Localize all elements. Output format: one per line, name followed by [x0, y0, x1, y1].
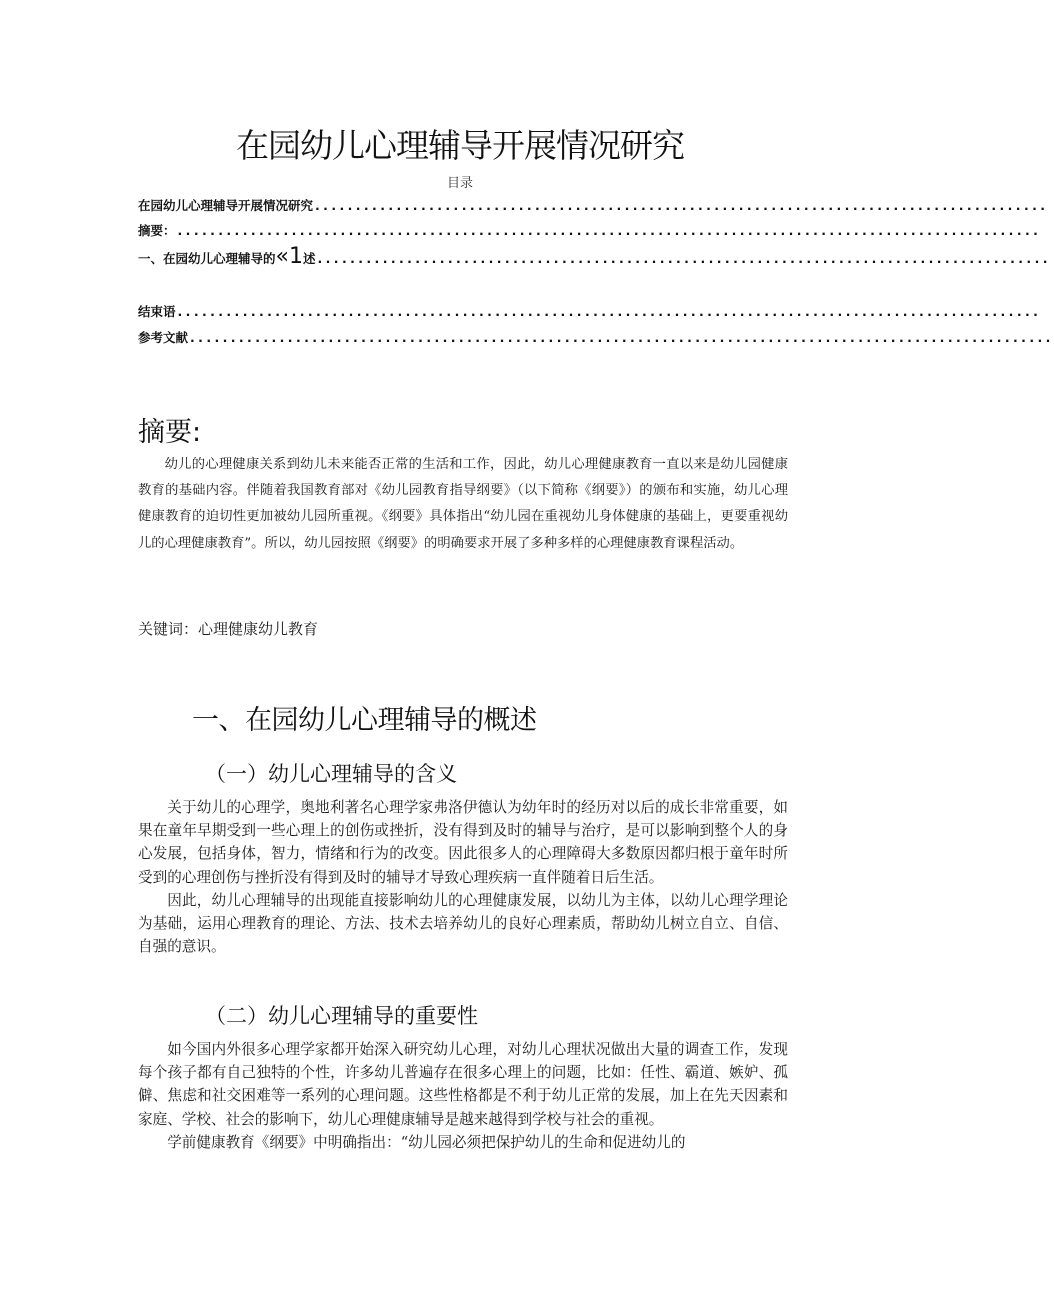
toc-entry-abstract[interactable] — [138, 221, 1042, 239]
abstract-heading: 摘要: — [138, 417, 202, 448]
section-one-heading: 一、在园幼儿心理辅导的概述 — [192, 705, 537, 736]
document-title: 在园幼儿心理辅导开展情况研究 — [236, 126, 684, 165]
toc-entry-title[interactable] — [138, 196, 1049, 214]
subsection-meaning-heading: （一）幼儿心理辅导的含义 — [205, 762, 457, 786]
subsection-importance-body — [138, 1038, 788, 1154]
toc-entry-conclusion[interactable] — [138, 302, 1042, 320]
toc-leader-dots: .......................................................................................................... — [177, 223, 1042, 238]
toc-entry-label: 摘要： — [138, 223, 176, 238]
toc-leader-dots: .......................................................................................... — [315, 198, 1049, 213]
body-paragraph: 因此，幼儿心理辅导的出现能直接影响幼儿的心理健康发展，以幼儿为主体，以幼儿心理学理论为基础，运用心理教育的理论、方法、技术去培养幼儿的良好心理素质，帮助幼儿树立自立、自信、自强的意识。 — [138, 891, 788, 956]
toc-leader-dots: .......................................................................................................... — [177, 304, 1042, 319]
toc-entry-label — [138, 246, 316, 268]
toc-leader-dots: .......................................................................................... — [317, 251, 1051, 266]
toc-entry-section-one[interactable] — [138, 244, 1051, 269]
toc-leader-dots: .......................................................................................................... — [190, 330, 1054, 345]
subsection-importance-heading: （二）幼儿心理辅导的重要性 — [205, 1004, 478, 1028]
toc-entry-label-garbled: «1 — [275, 244, 303, 269]
toc-entry-label-prefix: 一、在园幼儿心理辅导的 — [138, 251, 276, 266]
body-paragraph: 关于幼儿的心理学，奥地利著名心理学家弗洛伊德认为幼年时的经历对以后的成长非常重要，如果在童年早期受到一些心理上的创伤或挫折，没有得到及时的辅导与治疗，是可以影响到整个人的身心发展，包括身体，智力，情绪和行为的改变。因此很多人的心理障碍大多数原因都归根于童年时所受到的心理创伤与挫折没有得到及时的辅导才导致心理疾病一直伴随着日后生活。 — [138, 799, 788, 886]
toc-entry-label: 在园幼儿心理辅导开展情况研究 — [138, 198, 314, 213]
body-paragraph: 学前健康教育《纲要》中明确指出：“幼儿园必须把保护幼儿的生命和促进幼儿的 — [167, 1133, 686, 1151]
toc-heading: 目录 — [446, 176, 473, 191]
toc-entry-references[interactable] — [138, 328, 1054, 346]
toc-entry-label: 参考文献 — [138, 330, 189, 345]
keywords-line: 关键词：心理健康幼儿教育 — [138, 620, 319, 638]
subsection-meaning-body — [138, 796, 788, 958]
abstract-paragraph: 幼儿的心理健康关系到幼儿未来能否正常的生活和工作，因此，幼儿心理健康教育一直以来是幼儿园健康教育的基础内容。伴随着我国教育部对《幼儿园教育指导纲要》（以下简称《纲要》）的颁布和实施，幼儿心理健康教育的迫切性更加被幼儿园所重视。《纲要》具体指出“幼儿园在重视幼儿身体健康的基础上，更要重视幼儿的心理健康教育”。所以，幼儿园按照《纲要》的明确要求开展了多种多样的心理健康教育课程活动。 — [138, 457, 788, 551]
toc-entry-label: 结束语 — [138, 304, 176, 319]
abstract-body — [138, 452, 788, 557]
toc-entry-label-suffix: 述 — [302, 251, 316, 266]
body-paragraph: 如今国内外很多心理学家都开始深入研究幼儿心理，对幼儿心理状况做出大量的调查工作，发现每个孩子都有自己独特的个性，许多幼儿普遍存在很多心理上的问题，比如：任性、霸道、嫉妒、孤僻、焦虑和社交困难等一系列的心理问题。这些性格都是不利于幼儿正常的发展，加上在先天因素和家庭、学校、社会的影响下，幼儿心理健康辅导是越来越得到学校与社会的重视。 — [138, 1041, 788, 1128]
